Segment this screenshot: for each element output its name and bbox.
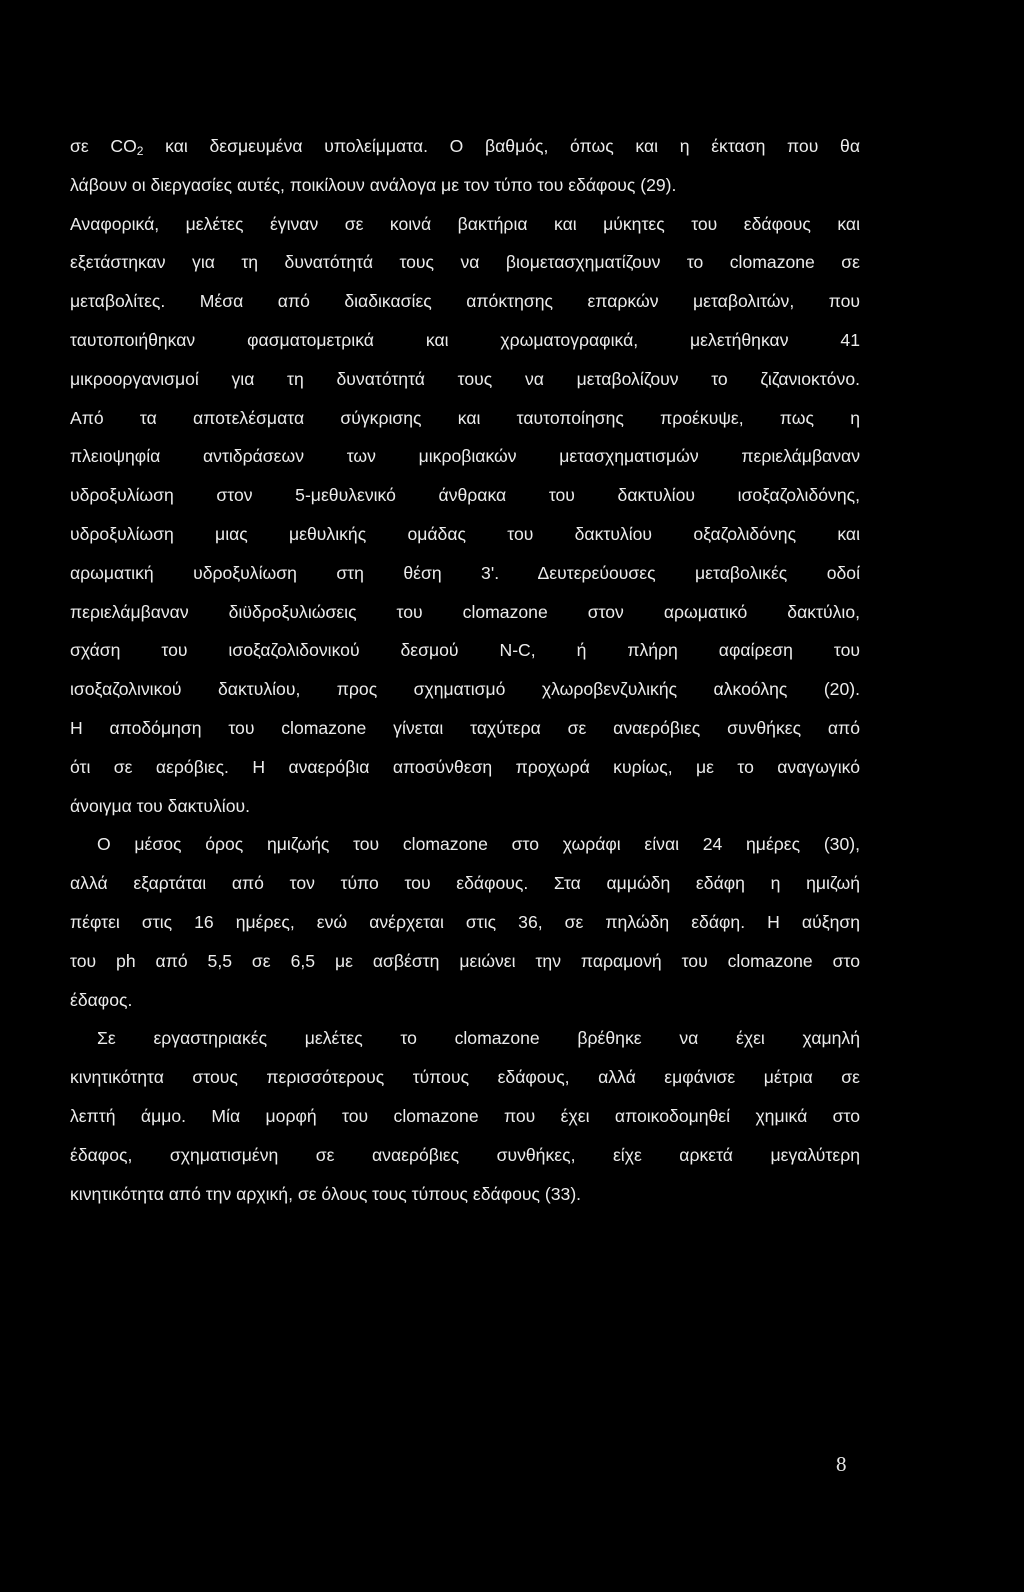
text-line: Από τα αποτελέσματα σύγκρισης και ταυτοποίησης προέκυψε, πως η — [70, 407, 860, 428]
text-line: άνοιγμα του δακτυλίου. — [70, 795, 250, 816]
text-line: περιελάμβαναν διϋδροξυλιώσεις του clomazone στον αρωματικό δακτύλιο, — [70, 601, 860, 622]
text-line: Αναφορικά, μελέτες έγιναν σε κοινά βακτήρια και μύκητες του εδάφους και — [70, 213, 860, 234]
text-line: κινητικότητα από την αρχική, σε όλους τους τύπους εδάφους (33). — [70, 1183, 582, 1204]
text-line: αλλά εξαρτάται από τον τύπο του εδάφους. Στα αμμώδη εδάφη η ημιζωή — [70, 873, 860, 894]
text-line: του ph από 5,5 σε 6,5 με ασβέστη μειώνει την παραμονή του clomazone στο — [70, 950, 860, 971]
text-line: αρωματική υδροξυλίωση στη θέση 3'. Δευτερεύουσες μεταβολικές οδοί — [70, 562, 860, 583]
text-line: υδροξυλίωση στον 5-μεθυλενικό άνθρακα του δακτυλίου ισοξαζολιδόνης, — [70, 485, 860, 506]
text-line: μικροοργανισμοί για τη δυνατότητά τους να μεταβολίζουν το ζιζανιοκτόνο. — [70, 368, 860, 389]
text-line: λάβουν οι διεργασίες αυτές, ποικίλουν ανάλογα με τον τύπο του εδάφους (29). — [70, 174, 677, 195]
text-line: ότι σε αερόβιες. Η αναερόβια αποσύνθεση προχωρά κυρίως, με το αναγωγικό — [70, 756, 860, 777]
text-line: Ο μέσος όρος ημιζωής του clomazone στο χωράφι είναι 24 ημέρες (30), — [97, 834, 860, 855]
text-line: κινητικότητα στους περισσότερους τύπους εδάφους, αλλά εμφάνισε μέτρια σε — [70, 1067, 860, 1088]
text-line: μεταβολίτες. Μέσα από διαδικασίες απόκτησης επαρκών μεταβολιτών, που — [70, 291, 860, 312]
text-line: ισοξαζολινικού δακτυλίου, προς σχηματισμό χλωροβενζυλικής αλκοόλης (20). — [70, 679, 860, 700]
text-line: Η αποδόμηση του clomazone γίνεται ταχύτερα σε αναερόβιες συνθήκες από — [70, 717, 860, 738]
text-line: σχάση του ισοξαζολιδονικού δεσμού Ν-C, ή πλήρη αφαίρεση του — [70, 640, 860, 661]
text-line: λεπτή άμμο. Μία μορφή του clomazone που έχει αποικοδομηθεί χημικά στο — [70, 1105, 860, 1126]
text-line: έδαφος, σχηματισμένη σε αναερόβιες συνθήκες, είχε αρκετά μεγαλύτερη — [70, 1144, 860, 1165]
text-line: σε $CO_2$ και δεσμευμένα υπολείμματα. Ο βαθμός, όπως και η έκταση που θα — [70, 136, 860, 158]
text-line: εξετάστηκαν για τη δυνατότητά τους να βιομετασχηματίζουν το clomazone σε — [70, 252, 860, 273]
body-text — [70, 127, 860, 1213]
page-number: 8 — [836, 1452, 847, 1476]
text-line: πέφτει στις 16 ημέρες, ενώ ανέρχεται στις 36, σε πηλώδη εδάφη. Η αύξηση — [70, 911, 860, 932]
text-line: υδροξυλίωση μιας μεθυλικής ομάδας του δακτυλίου οξαζολιδόνης και — [70, 523, 860, 544]
text-line: πλειοψηφία αντιδράσεων των μικροβιακών μετασχηματισμών περιελάμβαναν — [70, 446, 860, 467]
text-line: Σε εργαστηριακές μελέτες το clomazone βρέθηκε να έχει χαμηλή — [97, 1028, 860, 1049]
text-line: ταυτοποιήθηκαν φασματομετρικά και χρωματογραφικά, μελετήθηκαν 41 — [70, 329, 860, 350]
text-line: έδαφος. — [70, 989, 133, 1010]
